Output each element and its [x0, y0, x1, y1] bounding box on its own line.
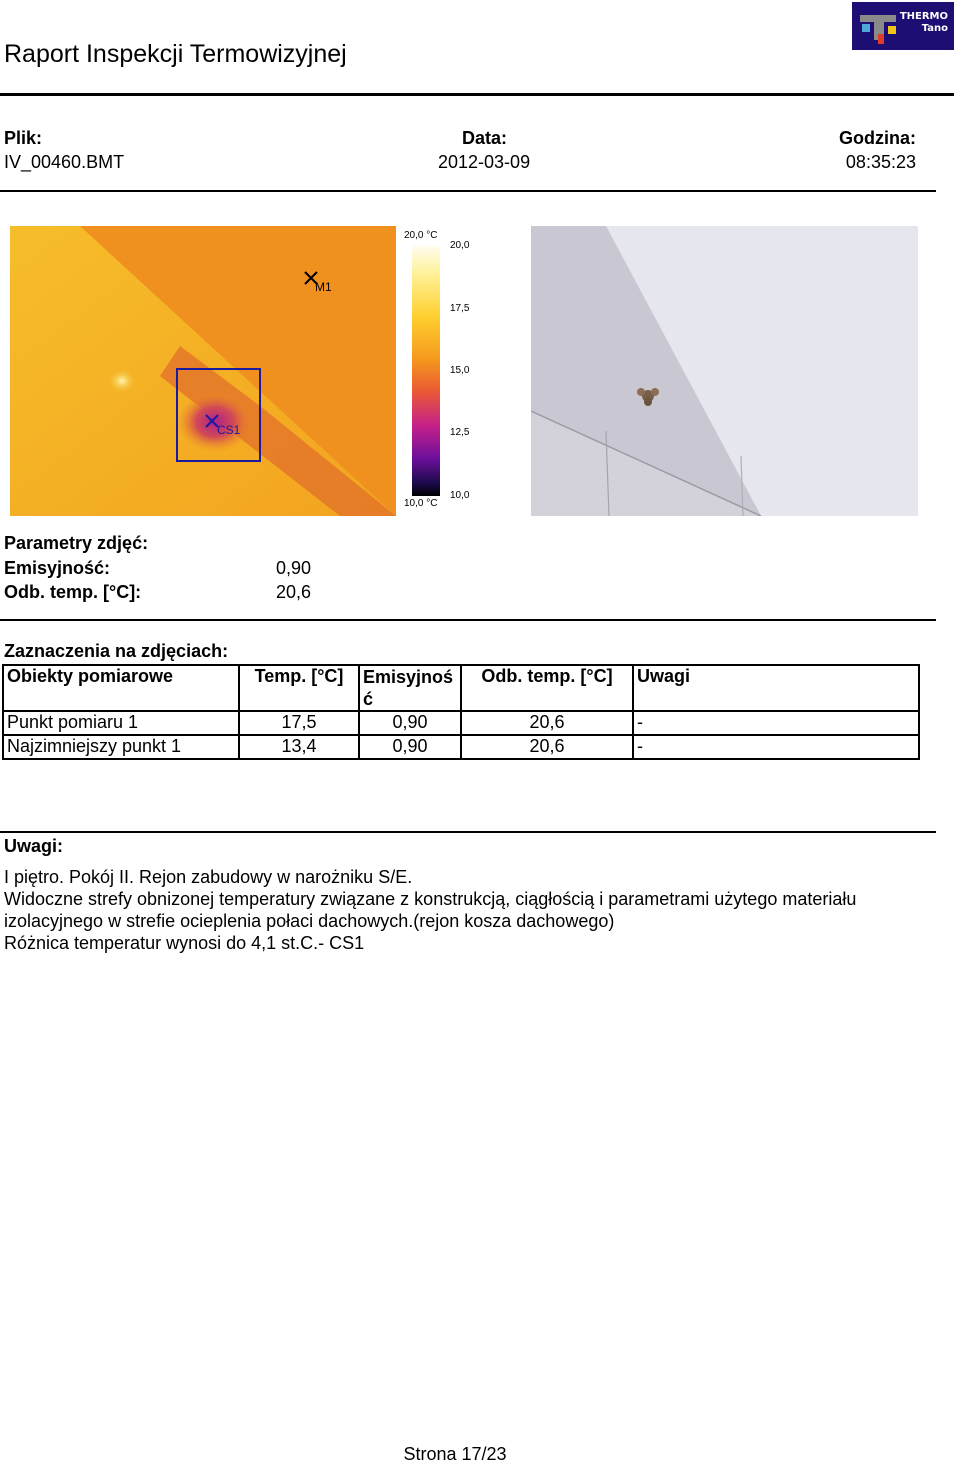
page-title: Raport Inspekcji Termowizyjnej: [4, 40, 347, 68]
cell: 17,5: [239, 711, 359, 735]
logo-text-line2: Tano: [921, 23, 948, 34]
col-header: Obiekty pomiarowe: [3, 665, 239, 711]
scale-tick: 15,0: [450, 365, 470, 376]
col-header: Emisyjnoś ć: [359, 665, 461, 711]
logo-text-line1: THERMO: [899, 11, 948, 22]
table-row: [3, 735, 919, 759]
scale-tick: 10,0: [450, 490, 470, 501]
temperature-scale: [404, 226, 474, 516]
measurement-table: [2, 664, 920, 760]
thermal-overlay: [10, 226, 396, 516]
table-row: [3, 711, 919, 735]
file-label: Plik:: [4, 128, 43, 148]
cell: -: [633, 711, 919, 735]
date-value: 2012-03-09: [438, 152, 531, 172]
params-rule: [0, 619, 936, 621]
cell: 0,90: [359, 711, 461, 735]
col-header: Uwagi: [633, 665, 919, 711]
m1-label: M1: [315, 280, 332, 294]
notes-rule: [0, 831, 936, 833]
time-label: Godzina:: [839, 128, 916, 148]
scale-min-label: 10,0 °C: [404, 498, 438, 509]
scale-max-label: 20,0 °C: [404, 230, 438, 241]
info-rule: [0, 190, 936, 192]
col-header: Odb. temp. [°C]: [461, 665, 633, 711]
marks-heading: Zaznaczenia na zdjęciach:: [4, 641, 229, 661]
table-header-row: [3, 665, 919, 711]
refl-temp-value: 20,6: [276, 582, 312, 602]
scale-tick: 12,5: [450, 427, 470, 438]
notes-body: [4, 866, 944, 954]
date-label: Data:: [462, 128, 508, 148]
scale-bar: [412, 246, 440, 496]
cell: 20,6: [461, 735, 633, 759]
page-number: Strona 17/23: [403, 1444, 507, 1464]
scale-tick: 20,0: [450, 240, 470, 251]
notes-line: Widoczne strefy obnizonej temperatury związane z konstrukcją, ciągłością i parametrami użytego materiału izolacyjnego w strefie ocieplenia połaci dachowych.(rejon kosza dachowego): [4, 889, 857, 931]
emissivity-label: Emisyjność:: [4, 558, 111, 578]
cell: 13,4: [239, 735, 359, 759]
cell: Najzimniejszy punkt 1: [3, 735, 239, 759]
cell: 20,6: [461, 711, 633, 735]
params-heading: Parametry zdjęć:: [4, 533, 149, 553]
cell: 0,90: [359, 735, 461, 759]
cs1-label: CS1: [217, 423, 241, 437]
visual-photo: [531, 226, 918, 516]
emissivity-value: 0,90: [276, 558, 312, 578]
thermotano-logo: [852, 2, 954, 50]
col-header: Temp. [°C]: [239, 665, 359, 711]
notes-line: I piętro. Pokój II. Rejon zabudowy w narożniku S/E.: [4, 867, 413, 887]
file-value: IV_00460.BMT: [4, 152, 125, 172]
refl-temp-label: Odb. temp. [°C]:: [4, 582, 142, 602]
time-value: 08:35:23: [845, 152, 916, 172]
cell: Punkt pomiaru 1: [3, 711, 239, 735]
header-rule: [0, 93, 954, 96]
notes-heading: Uwagi:: [4, 836, 64, 856]
thermal-image: [10, 226, 396, 516]
scale-tick: 17,5: [450, 303, 470, 314]
notes-line: Różnica temperatur wynosi do 4,1 st.C.- CS1: [4, 933, 365, 953]
photo-drawing: [531, 226, 918, 516]
cell: -: [633, 735, 919, 759]
